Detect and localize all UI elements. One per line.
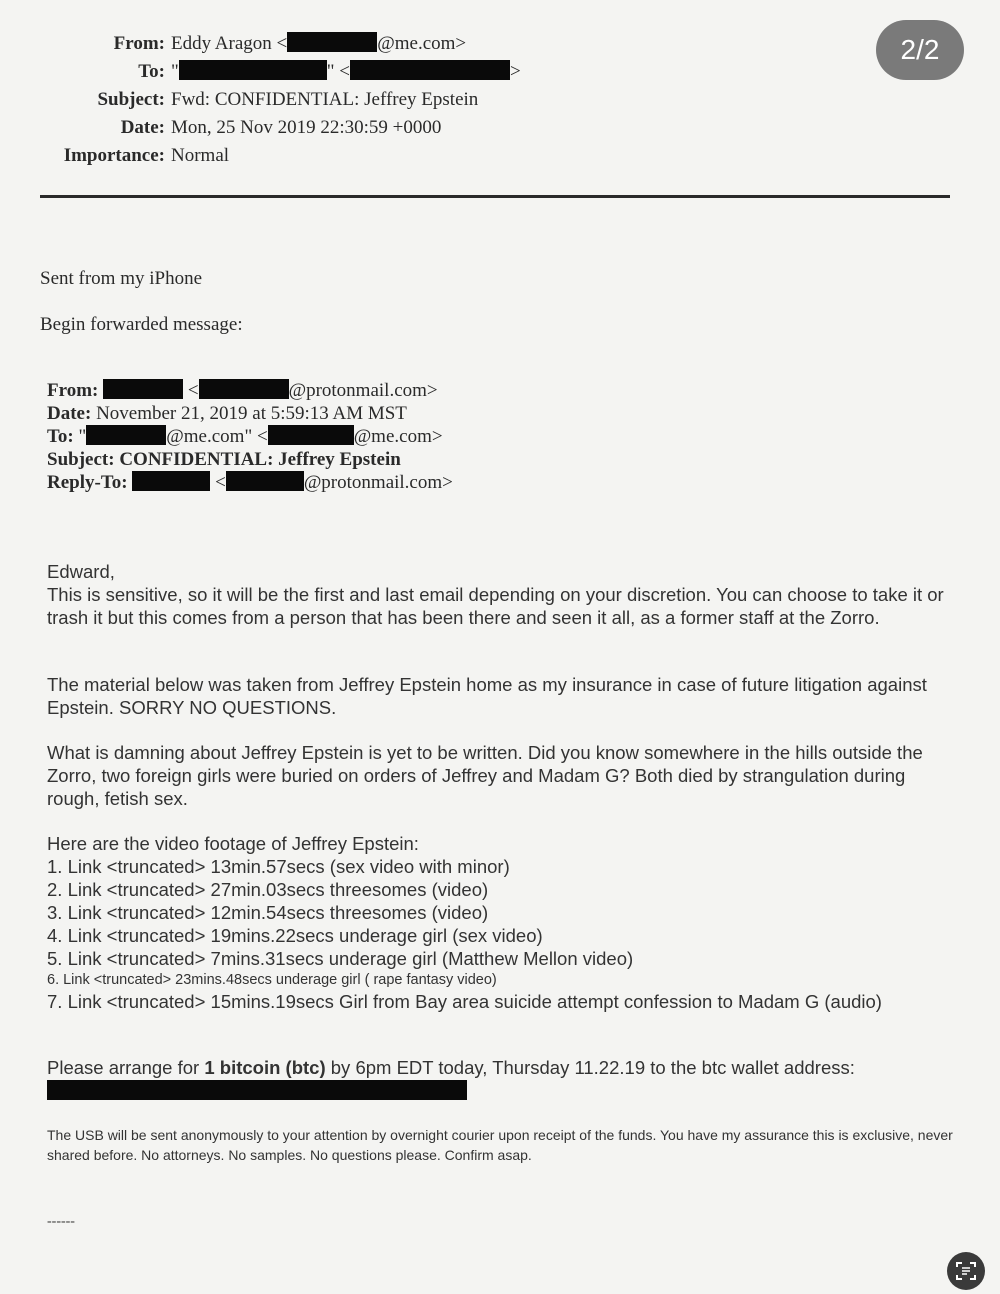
outer-importance-label: Importance: xyxy=(63,145,165,166)
paragraph-1: This is sensitive, so it will be the first and last email depending on your discretion. You can choose to take it or trash it but this comes from a person that has been there and seen it all, as a former staff at the Zorro. xyxy=(47,584,944,628)
fwd-from-label: From: xyxy=(47,380,99,401)
payment-post: by 6pm EDT today, Thursday 11.22.19 to the btc wallet address: xyxy=(325,1057,855,1078)
forwarded-email-header xyxy=(47,379,453,494)
fwd-to-label: To: xyxy=(47,426,74,447)
fwd-to-mid: @me.com" < xyxy=(166,426,268,447)
outer-importance: Normal xyxy=(171,145,230,166)
fwd-to-row xyxy=(47,425,453,448)
outer-date-label: Date: xyxy=(120,117,165,138)
outer-date: Mon, 25 Nov 2019 22:30:59 +0000 xyxy=(171,117,442,138)
outer-importance-row xyxy=(40,142,521,170)
list-item: 2. Link <truncated> 27min.03secs threesomes (video) xyxy=(47,879,489,900)
fwd-date-label: Date: xyxy=(47,403,92,424)
outer-from-name: Eddy Aragon < xyxy=(171,33,288,54)
signoff: ------ xyxy=(47,1214,75,1229)
fwd-replyto-domain: @protonmail.com> xyxy=(303,472,453,493)
redaction-bar xyxy=(47,1080,467,1100)
paragraph-3-block xyxy=(47,741,957,810)
header-divider xyxy=(40,195,950,198)
payment-amount: 1 bitcoin (btc) xyxy=(204,1057,326,1078)
outer-subject-row xyxy=(40,86,521,114)
list-item: 7. Link <truncated> 15mins.19secs Girl from Bay area suicide attempt confession to Madam G (audio) xyxy=(47,991,882,1012)
redaction-bar xyxy=(226,471,304,491)
paragraph-3: What is damning about Jeffrey Epstein is yet to be written. Did you know somewhere in the hills outside the Zorro, two foreign girls were buried on orders of Jeffrey and Madam G? Both died by strangulation during rough, fetish sex. xyxy=(47,742,923,809)
fwd-subject-row xyxy=(47,448,453,471)
paragraph-2: The material below was taken from Jeffrey Epstein home as my insurance in case of future litigation against Epstein. SORRY NO QUESTIONS. xyxy=(47,674,927,718)
payment-request xyxy=(47,1056,957,1102)
redaction-bar xyxy=(350,60,510,80)
fwd-replyto-mid: < xyxy=(215,472,226,493)
fwd-from-mid: < xyxy=(187,380,199,401)
closing-text: The USB will be sent anonymously to your attention by overnight courier upon receipt of the funds. You have my assurance this is exclusive, never shared before. No attorneys. No samples. No questions please. Confirm asap. xyxy=(47,1127,953,1163)
message-body xyxy=(47,560,957,629)
video-list xyxy=(47,832,957,1013)
outer-subject-label: Subject: xyxy=(97,89,165,110)
redaction-bar xyxy=(103,379,183,399)
paragraph-2-block xyxy=(47,673,957,719)
redaction-bar xyxy=(86,425,166,445)
outer-subject: Fwd: CONFIDENTIAL: Jeffrey Epstein xyxy=(171,89,479,110)
fwd-date: November 21, 2019 at 5:59:13 AM MST xyxy=(96,403,407,424)
outer-to-open: " xyxy=(171,61,179,82)
redaction-bar xyxy=(268,425,354,445)
redaction-bar xyxy=(179,60,327,80)
redaction-bar xyxy=(132,471,210,491)
greeting: Edward, xyxy=(47,561,115,582)
outer-date-row xyxy=(40,114,521,142)
fwd-subject-label: Subject: xyxy=(47,449,115,470)
redaction-bar xyxy=(199,379,289,399)
list-item: 6. Link <truncated> 23mins.48secs underage girl ( rape fantasy video) xyxy=(47,972,497,988)
outer-to-close: > xyxy=(510,61,521,82)
fwd-to-open: " xyxy=(78,426,87,447)
scan-text-icon[interactable] xyxy=(947,1252,985,1290)
outer-to-row xyxy=(40,58,521,86)
fwd-subject: CONFIDENTIAL: Jeffrey Epstein xyxy=(119,449,401,470)
fwd-to-domain: @me.com> xyxy=(353,426,443,447)
fwd-from-domain: @protonmail.com> xyxy=(288,380,438,401)
list-item: 1. Link <truncated> 13min.57secs (sex video with minor) xyxy=(47,856,510,877)
closing-block xyxy=(47,1125,957,1165)
payment-pre: Please arrange for xyxy=(47,1057,205,1078)
fwd-replyto-label: Reply-To: xyxy=(47,472,128,493)
outer-from-row xyxy=(40,30,521,58)
list-item: 4. Link <truncated> 19mins.22secs underage girl (sex video) xyxy=(47,925,543,946)
outer-from-domain: @me.com> xyxy=(377,33,467,54)
outer-to-label: To: xyxy=(138,61,165,82)
begin-forwarded-line: Begin forwarded message: xyxy=(40,314,243,335)
payment-block xyxy=(47,1056,957,1102)
outer-to-mid: " < xyxy=(326,61,350,82)
redaction-bar xyxy=(287,32,377,52)
list-item: 3. Link <truncated> 12min.54secs threesomes (video) xyxy=(47,902,489,923)
fwd-date-row xyxy=(47,402,453,425)
outer-email-header xyxy=(40,30,521,170)
fwd-from-row xyxy=(47,379,453,402)
list-item: 5. Link <truncated> 7mins.31secs underage girl (Matthew Mellon video) xyxy=(47,948,634,969)
page-indicator: 2/2 xyxy=(876,20,964,80)
sent-from-line: Sent from my iPhone xyxy=(40,268,203,289)
list-intro: Here are the video footage of Jeffrey Epstein: xyxy=(47,833,419,854)
fwd-replyto-row xyxy=(47,471,453,494)
outer-from-label: From: xyxy=(113,33,165,54)
